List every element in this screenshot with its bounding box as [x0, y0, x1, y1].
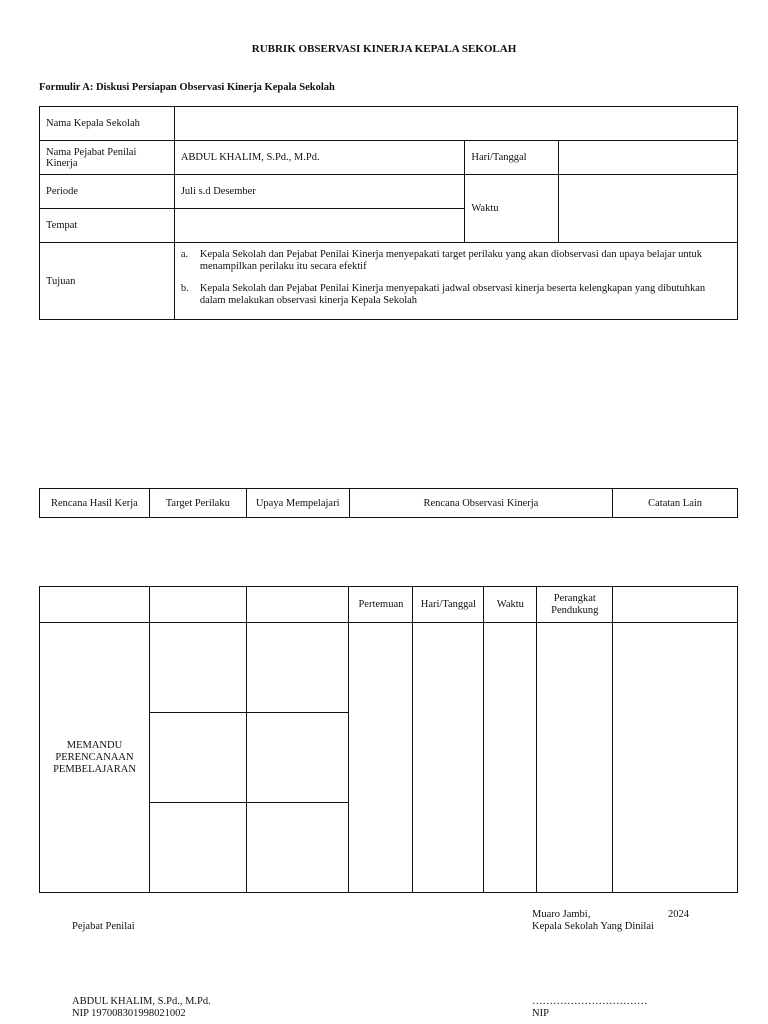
- observation-header-row: [40, 587, 738, 623]
- value-nama-kepala: [174, 107, 737, 141]
- value-tempat: [174, 209, 465, 243]
- right-signer-nip: NIP: [532, 1008, 549, 1019]
- catatan-cell: [613, 623, 738, 893]
- label-nama-kepala: Nama Kepala Sekolah: [40, 107, 175, 141]
- label-periode: Periode: [40, 175, 175, 209]
- row-nama-kepala: [40, 107, 738, 141]
- upaya-cell: [246, 713, 349, 803]
- value-periode: Juli s.d Desember: [174, 175, 465, 209]
- left-signer-role: Pejabat Penilai: [72, 921, 135, 932]
- row-pejabat: [40, 141, 738, 175]
- value-pejabat: ABDUL KHALIM, S.Pd., M.Pd.: [174, 141, 465, 175]
- target-cell: [149, 713, 246, 803]
- label-hari-tanggal: Hari/Tanggal: [465, 141, 559, 175]
- tujuan-text: Kepala Sekolah dan Pejabat Penilai Kinerja menyepakati jadwal observasi kinerja beserta kelengkapan yang dibutuhkan dalam melakukan observasi kinerja Kepala Sekolah: [199, 283, 706, 306]
- tujuan-item: [181, 283, 731, 307]
- header-rencana-hasil-kerja: Rencana Hasil Kerja: [40, 489, 150, 518]
- subheader-waktu: Waktu: [484, 587, 537, 623]
- observation-table: [39, 586, 738, 893]
- label-tujuan: Tujuan: [40, 243, 175, 320]
- right-signer-year: 2024: [668, 909, 689, 920]
- plan-header-table: [39, 488, 738, 518]
- right-signer-role: Kepala Sekolah Yang Dinilai: [532, 921, 654, 932]
- header-target-perilaku: Target Perilaku: [149, 489, 246, 518]
- hari-tanggal-cell: [413, 623, 484, 893]
- observation-row: [40, 623, 738, 713]
- tujuan-item: [181, 249, 731, 273]
- perangkat-cell: [537, 623, 613, 893]
- upaya-cell: [246, 623, 349, 713]
- info-table: [39, 106, 738, 320]
- label-waktu: Waktu: [465, 175, 559, 243]
- value-hari-tanggal: [559, 141, 738, 175]
- upaya-cell: [246, 803, 349, 893]
- blank-cell: [246, 587, 349, 623]
- row-tujuan: [40, 243, 738, 320]
- header-upaya-mempelajari: Upaya Mempelajari: [246, 489, 349, 518]
- left-signer-name: ABDUL KHALIM, S.Pd., M.Pd.: [72, 996, 211, 1007]
- pertemuan-cell: [349, 623, 413, 893]
- label-tempat: Tempat: [40, 209, 175, 243]
- tujuan-marker: a.: [180, 249, 189, 260]
- value-waktu: [559, 175, 738, 243]
- label-pejabat: Nama Pejabat Penilai Kinerja: [40, 141, 175, 175]
- right-signer-place: Muaro Jambi,: [532, 909, 591, 920]
- plan-header-row: [40, 489, 738, 518]
- document-title: RUBRIK OBSERVASI KINERJA KEPALA SEKOLAH: [251, 43, 517, 55]
- subheader-hari-tanggal: Hari/Tanggal: [413, 587, 484, 623]
- subheader-pertemuan: Pertemuan: [349, 587, 413, 623]
- blank-cell: [40, 587, 150, 623]
- tujuan-text: Kepala Sekolah dan Pejabat Penilai Kinerja menyepakati target perilaku yang akan diobservasi dan upaya belajar untuk menampilkan perilaku itu secara efektif: [199, 249, 702, 272]
- tujuan-marker: b.: [180, 283, 189, 294]
- left-signer-nip: NIP 197008301998021002: [72, 1008, 186, 1019]
- blank-cell: [149, 587, 246, 623]
- target-cell: [149, 803, 246, 893]
- tujuan-list: [181, 249, 731, 307]
- blank-cell: [613, 587, 738, 623]
- right-signer-dots: ……………………………: [532, 996, 648, 1007]
- target-cell: [149, 623, 246, 713]
- value-tujuan: [174, 243, 737, 320]
- header-catatan-lain: Catatan Lain: [613, 489, 738, 518]
- row-periode: [40, 175, 738, 209]
- header-rencana-observasi: Rencana Observasi Kinerja: [349, 489, 613, 518]
- subheader-perangkat-pendukung: Perangkat Pendukung: [537, 587, 613, 623]
- form-subtitle: Formulir A: Diskusi Persiapan Observasi Kinerja Kepala Sekolah: [39, 82, 335, 93]
- rhk-cell: MEMANDU PERENCANAAN PEMBELAJARAN: [40, 623, 150, 893]
- waktu-cell: [484, 623, 537, 893]
